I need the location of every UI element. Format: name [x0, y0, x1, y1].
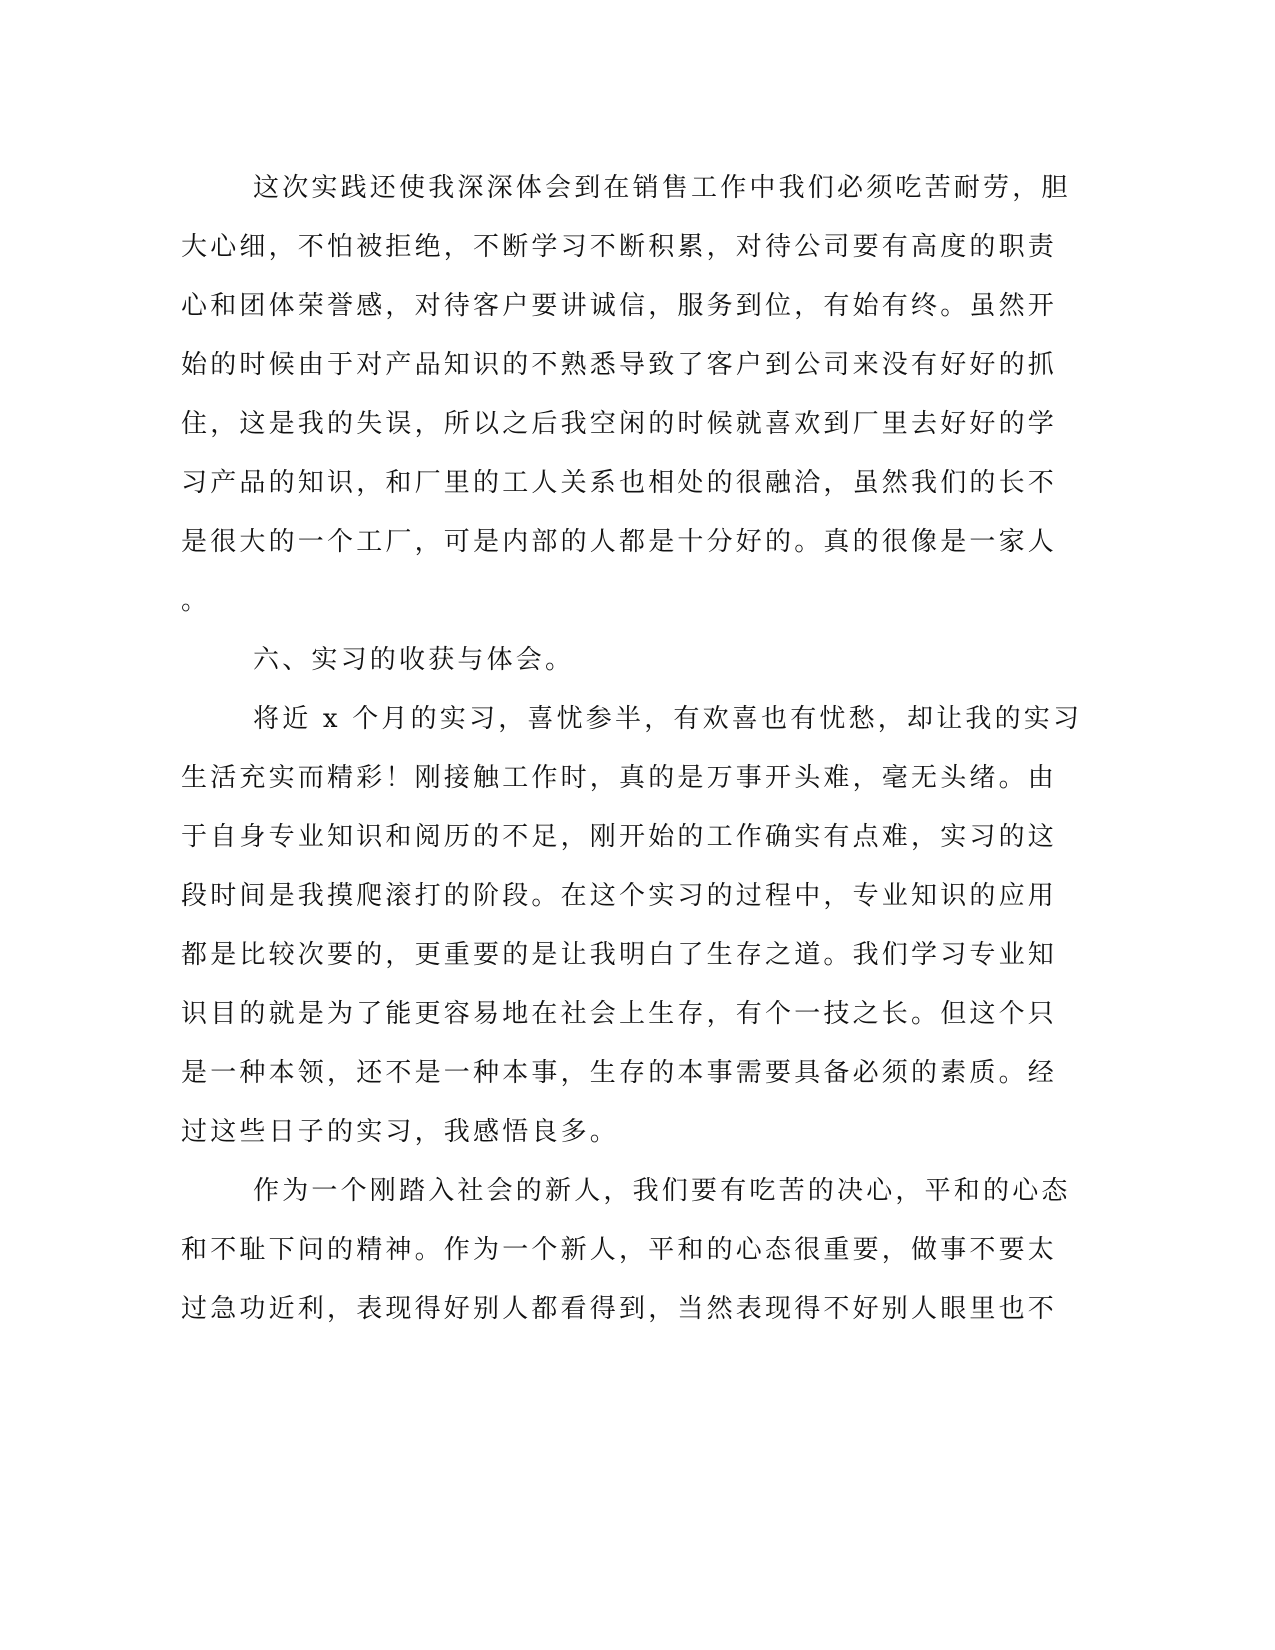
paragraph-line: 过这些日子的实习，我感悟良多。 [181, 1117, 620, 1147]
paragraph-line: 段时间是我摸爬滚打的阶段。在这个实习的过程中，专业知识的应用 [181, 881, 1058, 911]
paragraph-line: 作为一个刚踏入社会的新人，我们要有吃苦的决心，平和的心态 [253, 1176, 1071, 1206]
paragraph-line: 住，这是我的失误，所以之后我空闲的时候就喜欢到厂里去好好的学 [181, 409, 1058, 439]
paragraph-line: 是一种本领，还不是一种本事，生存的本事需要具备必须的素质。经 [181, 1058, 1058, 1088]
paragraph-line: 大心细，不怕被拒绝，不断学习不断积累，对待公司要有高度的职责 [181, 232, 1058, 262]
paragraph-line: 。 [181, 586, 211, 616]
document-body [181, 159, 1083, 1339]
paragraph-line: 始的时候由于对产品知识的不熟悉导致了客户到公司来没有好好的抓 [181, 350, 1058, 380]
paragraph-line: 习产品的知识，和厂里的工人关系也相处的很融洽，虽然我们的长不 [181, 468, 1058, 498]
paragraph-line: 将近 x 个月的实习，喜忧参半，有欢喜也有忧愁，却让我的实习 [253, 704, 1083, 734]
paragraph-line: 是很大的一个工厂，可是内部的人都是十分好的。真的很像是一家人 [181, 527, 1058, 557]
paragraph-line: 生活充实而精彩！刚接触工作时，真的是万事开头难，毫无头绪。由 [181, 763, 1058, 793]
paragraph-line: 心和团体荣誉感，对待客户要讲诚信，服务到位，有始有终。虽然开 [181, 291, 1058, 321]
paragraph-line: 识目的就是为了能更容易地在社会上生存，有个一技之长。但这个只 [181, 999, 1058, 1029]
paragraph-line: 这次实践还使我深深体会到在销售工作中我们必须吃苦耐劳，胆 [253, 173, 1071, 203]
paragraph-line: 过急功近利，表现得好别人都看得到，当然表现得不好别人眼里也不 [181, 1294, 1058, 1324]
paragraph-line: 和不耻下问的精神。作为一个新人，平和的心态很重要，做事不要太 [181, 1235, 1058, 1265]
section-heading: 六、实习的收获与体会。 [253, 645, 575, 675]
paragraph-line: 于自身专业知识和阅历的不足，刚开始的工作确实有点难，实习的这 [181, 822, 1058, 852]
paragraph-line: 都是比较次要的，更重要的是让我明白了生存之道。我们学习专业知 [181, 940, 1058, 970]
